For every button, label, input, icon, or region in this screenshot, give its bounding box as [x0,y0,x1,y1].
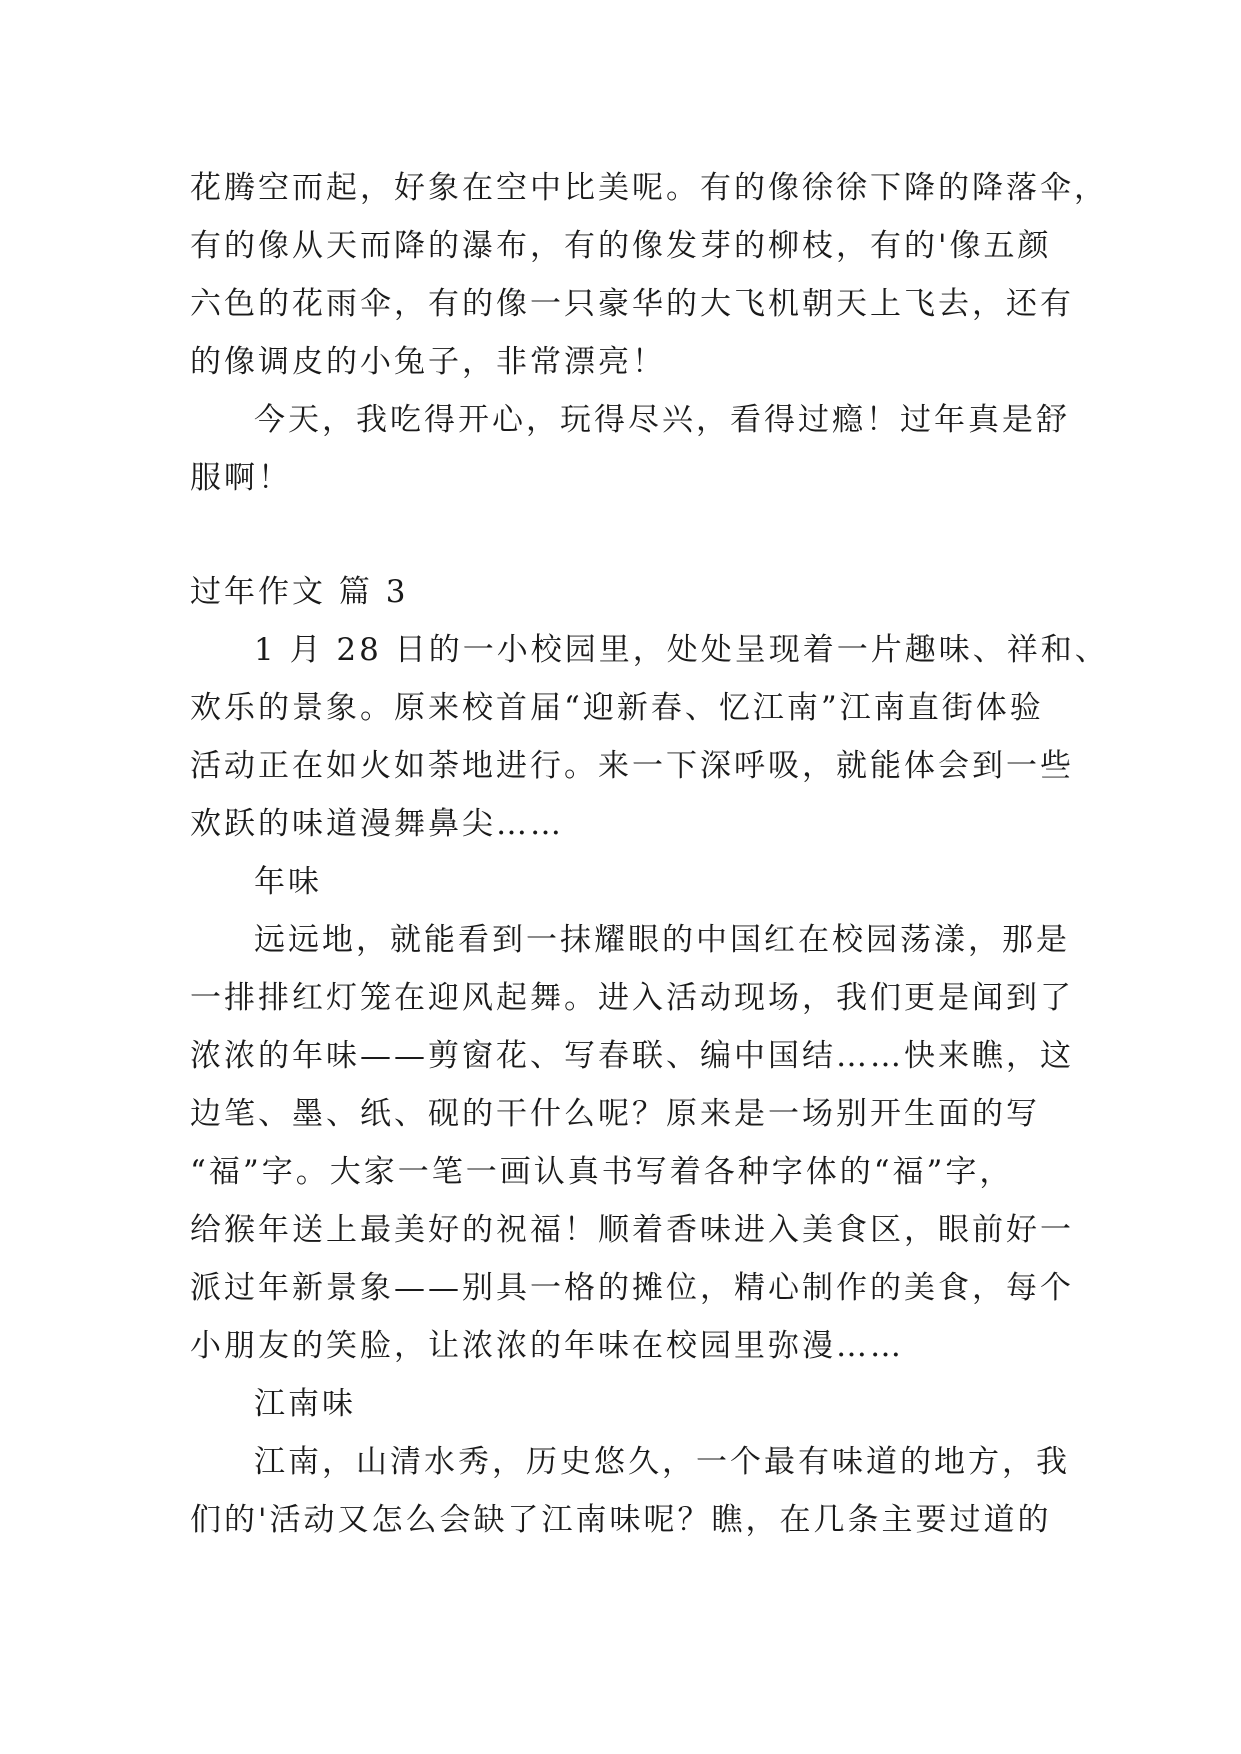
paragraph-line: 有的像从天而降的瀑布，有的像发芽的柳枝，有的'像五颜 [190,228,1052,264]
paragraph-line: 远远地，就能看到一抹耀眼的中国红在校园荡漾，那是 [254,922,1070,958]
paragraph-line: 1 月 28 日的一小校园里，处处呈现着一片趣味、祥和、 [254,632,1109,668]
paragraph-line: 给猴年送上最美好的祝福！顺着香味进入美食区，眼前好一 [190,1212,1074,1248]
paragraph-line: 欢跃的味道漫舞鼻尖…… [190,806,564,842]
paragraph-line: 派过年新景象——别具一格的摊位，精心制作的美食，每个 [190,1270,1074,1306]
paragraph-line: “福”字。大家一笔一画认真书写着各种字体的“福”字， [190,1154,1014,1190]
paragraph-line: 们的'活动又怎么会缺了江南味呢？瞧，在几条主要过道的 [190,1502,1052,1538]
section-heading: 过年作文 篇 3 [190,574,409,610]
paragraph-line: 今天，我吃得开心，玩得尽兴，看得过瘾！过年真是舒 [254,402,1070,438]
paragraph-line: 浓浓的年味——剪窗花、写春联、编中国结……快来瞧，这 [190,1038,1074,1074]
paragraph-line: 六色的花雨伞，有的像一只豪华的大飞机朝天上飞去，还有 [190,286,1074,322]
paragraph-line: 服啊！ [190,460,292,496]
paragraph-line: 一排排红灯笼在迎风起舞。进入活动现场，我们更是闻到了 [190,980,1074,1016]
paragraph-line: 花腾空而起，好象在空中比美呢。有的像徐徐下降的降落伞， [190,170,1108,206]
subheading: 年味 [254,864,322,900]
subheading: 江南味 [254,1386,356,1422]
paragraph-line: 江南，山清水秀，历史悠久，一个最有味道的地方，我 [254,1444,1070,1480]
paragraph-line: 小朋友的笑脸，让浓浓的年味在校园里弥漫…… [190,1328,904,1364]
paragraph-line: 活动正在如火如荼地进行。来一下深呼吸，就能体会到一些 [190,748,1074,784]
paragraph-line: 的像调皮的小兔子，非常漂亮！ [190,344,666,380]
paragraph-line: 欢乐的景象。原来校首届“迎新春、忆江南”江南直街体验 [190,690,1044,726]
paragraph-line: 边笔、墨、纸、砚的干什么呢？原来是一场别开生面的写 [190,1096,1040,1132]
